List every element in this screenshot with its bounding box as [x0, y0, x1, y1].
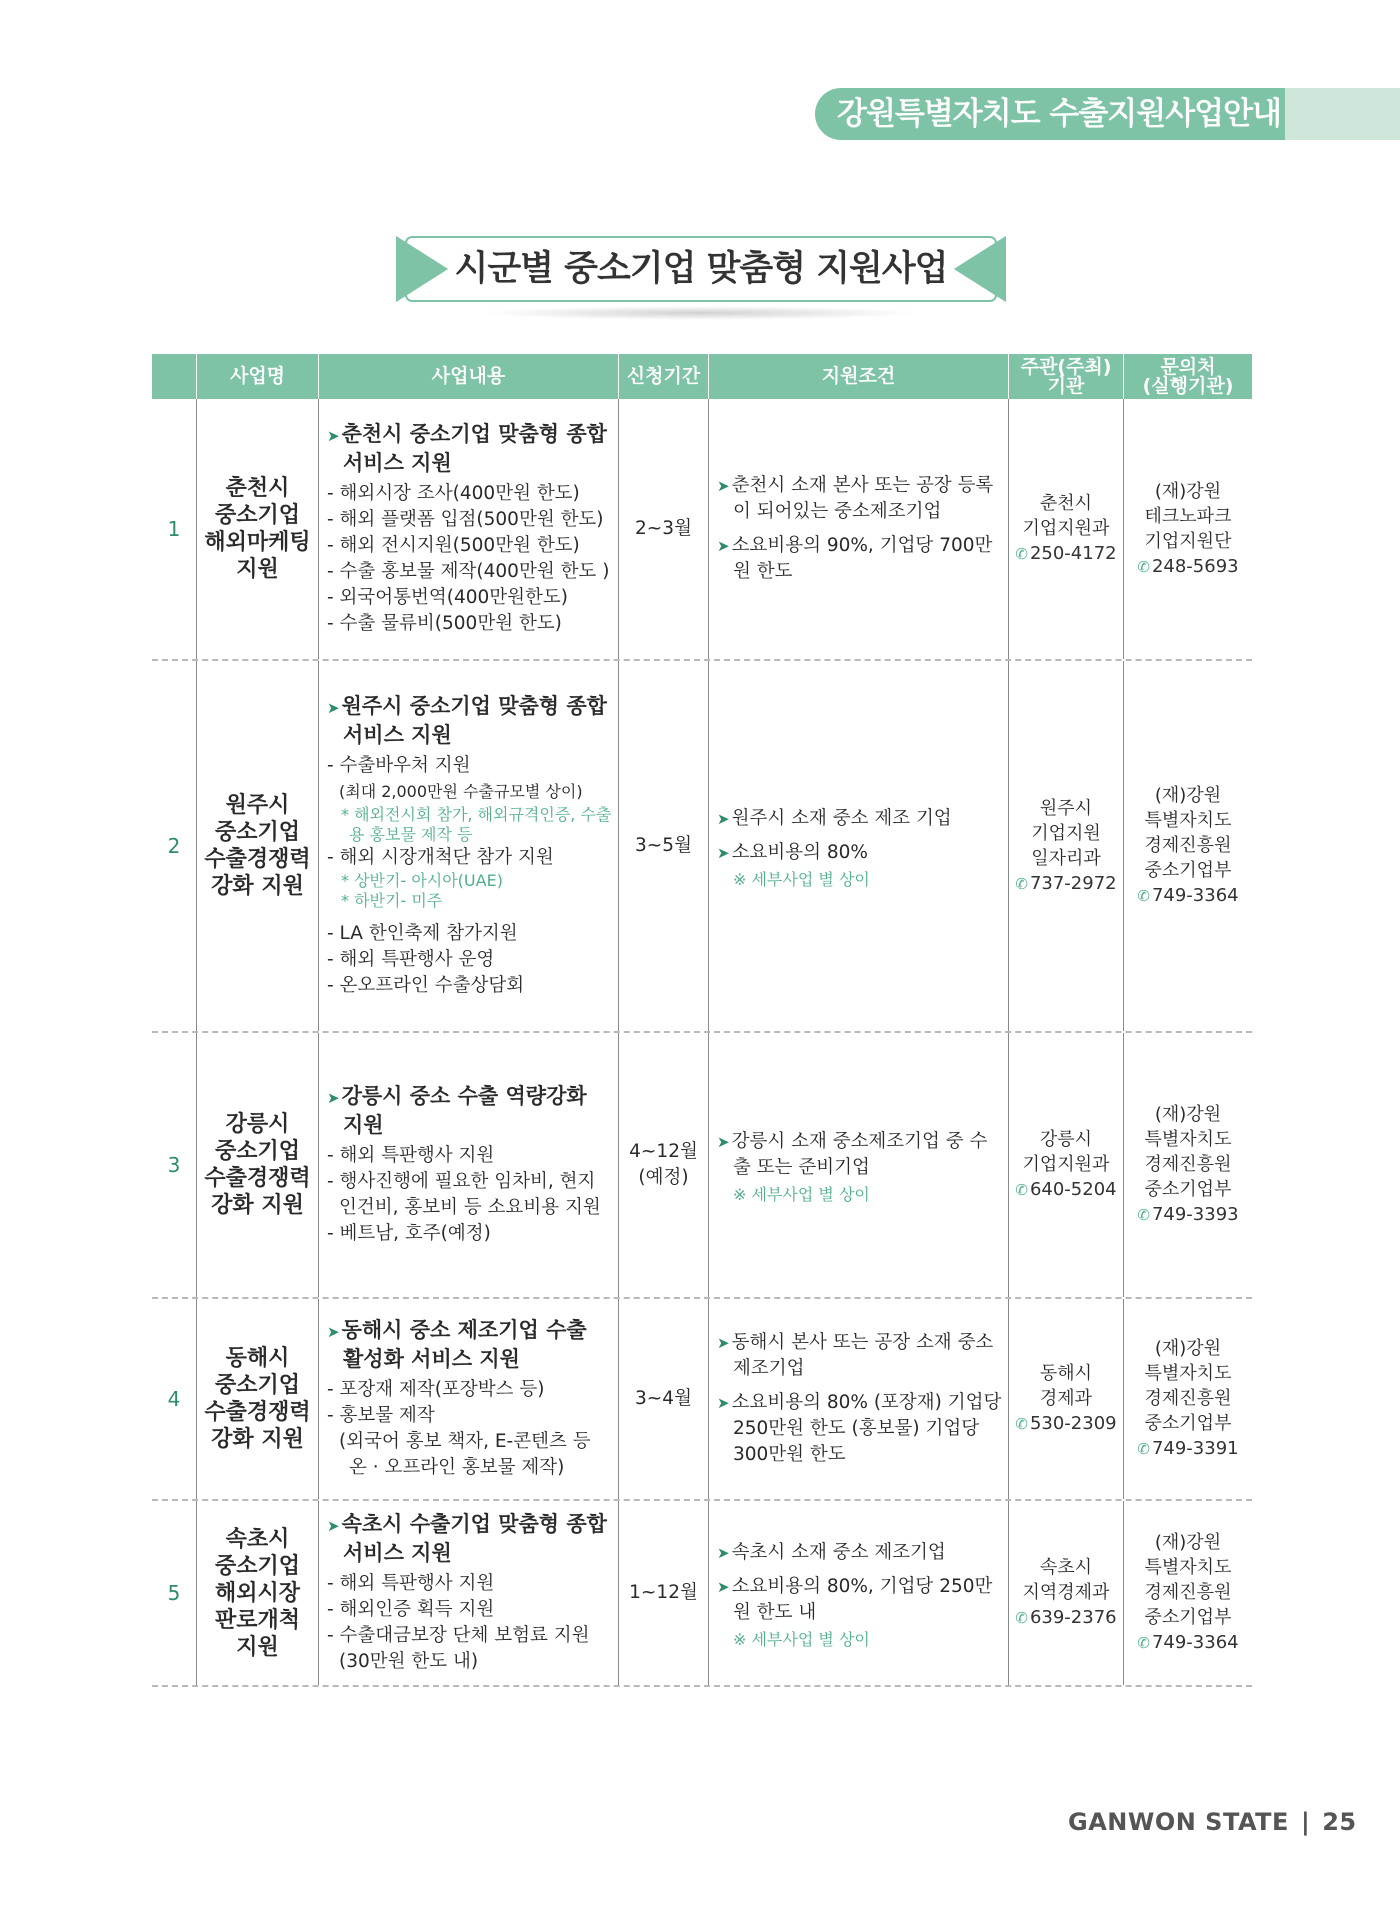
content-item: - 포장재 제작(포장박스 등) [327, 1379, 545, 1400]
support-conditions [709, 661, 1009, 1031]
row-number: 5 [152, 1501, 197, 1685]
triangle-arrow-icon: ➤ [717, 1394, 730, 1412]
host-name: 원주시 기업지원 일자리과 [1031, 797, 1101, 869]
triangle-arrow-icon: ➤ [717, 1578, 730, 1596]
host-organization [1009, 399, 1124, 659]
header-period: 신청기간 [619, 354, 709, 399]
host-name: 강릉시 기업지원과 [1022, 1129, 1110, 1175]
host-phone-number: 639-2376 [1029, 1607, 1117, 1628]
content-item: (최대 2,000만원 수출규모별 상이) [339, 782, 583, 801]
phone-icon: ✆ [1015, 545, 1028, 563]
content-item: - 수출 물류비(500만원 한도) [327, 613, 562, 634]
condition-item [717, 473, 1002, 525]
content-item: - 해외 전시지원(500만원 한도) [327, 535, 580, 556]
support-conditions [709, 1033, 1009, 1297]
header-contact: 문의처 (실행기관) [1142, 355, 1234, 397]
triangle-arrow-icon: ➤ [327, 1089, 340, 1107]
host-name: 속초시 지역경제과 [1022, 1557, 1110, 1603]
application-period: 3~5월 [619, 661, 709, 1031]
condition-text: 소요비용의 80%, 기업당 250만원 한도 내 [731, 1576, 993, 1623]
content-title [327, 1317, 612, 1373]
program-content [319, 1033, 619, 1297]
contact-phone-number: 749-3364 [1151, 1632, 1239, 1653]
section-title: 시군별 중소기업 맞춤형 지원사업 [454, 249, 948, 289]
content-item: - 해외 특판행사 지원 [327, 1573, 495, 1594]
condition-item [717, 1330, 1002, 1382]
content-item: - 온오프라인 수출상담회 [327, 975, 525, 996]
table-row [152, 399, 1252, 661]
contact-organization [1124, 1501, 1252, 1685]
contact-phone [1137, 883, 1238, 909]
program-content [319, 399, 619, 659]
content-title-text: 동해시 중소 제조기업 수출 활성화 서비스 지원 [341, 1318, 587, 1371]
condition-item [717, 1390, 1002, 1468]
phone-icon: ✆ [1137, 557, 1150, 576]
section-banner [396, 236, 1006, 302]
triangle-arrow-icon: ➤ [717, 1334, 730, 1352]
contact-organization [1124, 661, 1252, 1031]
phone-icon: ✆ [1137, 887, 1150, 905]
program-name: 동해시 중소기업 수출경쟁력 강화 지원 [197, 1299, 319, 1499]
host-name: 춘천시 기업지원과 [1022, 493, 1110, 539]
triangle-arrow-icon: ➤ [717, 844, 730, 862]
content-title-text: 속초시 수출기업 맞춤형 종합 서비스 지원 [341, 1512, 607, 1565]
condition-item [717, 840, 1002, 866]
phone-icon: ✆ [1015, 1181, 1028, 1199]
host-phone [1015, 1605, 1116, 1631]
contact-phone [1137, 554, 1238, 580]
content-title-text: 춘천시 중소기업 맞춤형 종합 서비스 지원 [341, 422, 607, 475]
contact-phone [1137, 1436, 1238, 1462]
content-item: - 해외인증 획득 지원 [327, 1599, 495, 1620]
content-note: * 해외전시회 참가, 해외규격인증, 수출용 홍보물 제작 등 [341, 805, 612, 844]
contact-name: (재)강원 특별자치도 경제진흥원 중소기업부 [1144, 1104, 1232, 1200]
condition-text: 소요비용의 80% (포장재) 기업당 250만원 한도 (홍보물) 기업당 300만원 한도 [731, 1392, 1002, 1465]
table-body [152, 399, 1252, 1687]
header-tab: 강원특별자치도 수출지원사업안내 [815, 88, 1285, 140]
content-title [327, 1083, 612, 1139]
host-phone [1015, 871, 1116, 897]
host-phone [1015, 1177, 1116, 1203]
content-item: - 해외 시장개척단 참가 지원 [327, 847, 554, 868]
condition-item [717, 533, 1002, 585]
footer-separator: | [1300, 1808, 1311, 1836]
header-no [152, 354, 197, 399]
condition-note: ※ 세부사업 별 상이 [733, 1630, 870, 1649]
table-row [152, 661, 1252, 1033]
content-item: - 해외 특판행사 지원 [327, 1145, 495, 1166]
spacer [327, 911, 612, 921]
host-phone-number: 530-2309 [1029, 1413, 1117, 1434]
content-item: - LA 한인축제 참가지원 [327, 923, 518, 944]
contact-phone-number: 749-3393 [1151, 1204, 1239, 1225]
content-item: - 행사진행에 필요한 임차비, 현지 인건비, 홍보비 등 소요비용 지원 [327, 1171, 601, 1218]
footer-brand: GANWON STATE [1068, 1808, 1289, 1836]
application-period: 2~3월 [619, 399, 709, 659]
condition-text: 춘천시 소재 본사 또는 공장 등록이 되어있는 중소제조기업 [731, 475, 994, 522]
condition-item [717, 1540, 1002, 1566]
program-content [319, 1299, 619, 1499]
program-content [319, 661, 619, 1031]
content-title-text: 강릉시 중소 수출 역량강화 지원 [341, 1084, 587, 1137]
header-name: 사업명 [197, 354, 319, 399]
phone-icon: ✆ [1137, 1634, 1150, 1652]
host-phone [1015, 541, 1116, 567]
condition-item [717, 1574, 1002, 1626]
phone-icon: ✆ [1137, 1206, 1150, 1224]
host-name: 동해시 경제과 [1039, 1363, 1093, 1409]
phone-icon: ✆ [1015, 874, 1028, 893]
program-name: 강릉시 중소기업 수출경쟁력 강화 지원 [197, 1033, 319, 1297]
page-number: 25 [1322, 1808, 1357, 1836]
condition-item [717, 806, 1002, 832]
host-organization [1009, 1501, 1124, 1685]
program-name: 원주시 중소기업 수출경쟁력 강화 지원 [197, 661, 319, 1031]
row-number: 4 [152, 1299, 197, 1499]
condition-note: ※ 세부사업 별 상이 [733, 1185, 870, 1204]
host-organization [1009, 661, 1124, 1031]
program-name: 춘천시 중소기업 해외마케팅 지원 [197, 399, 319, 659]
content-note: * 상반기- 아시아(UAE) [341, 871, 503, 890]
condition-text: 소요비용의 80% [731, 842, 868, 863]
content-item: - 해외시장 조사(400만원 한도) [327, 483, 580, 504]
triangle-arrow-icon: ➤ [717, 537, 730, 555]
header-content: 사업내용 [319, 354, 619, 399]
host-phone-number: 250-4172 [1029, 543, 1117, 564]
application-period: 4~12월 (예정) [619, 1033, 709, 1297]
header-condition: 지원조건 [709, 354, 1009, 399]
triangle-arrow-icon: ➤ [717, 1133, 730, 1151]
contact-phone-number: 749-3391 [1151, 1438, 1239, 1459]
condition-item [717, 1129, 1002, 1181]
support-conditions [709, 1501, 1009, 1685]
header-tab-tail-bar [1285, 88, 1400, 140]
condition-text: 속초시 소재 중소 제조기업 [731, 1542, 946, 1563]
host-organization [1009, 1299, 1124, 1499]
triangle-arrow-icon: ➤ [717, 477, 730, 495]
content-item: - 수출대금보장 단체 보험료 지원 (30만원 한도 내) [327, 1625, 590, 1672]
program-content [319, 1501, 619, 1685]
triangle-arrow-icon: ➤ [327, 699, 340, 717]
application-period: 3~4월 [619, 1299, 709, 1499]
contact-organization [1124, 399, 1252, 659]
content-title [327, 693, 612, 749]
condition-text: 원주시 소재 중소 제조 기업 [731, 808, 952, 829]
content-item: - 홍보물 제작 [327, 1405, 435, 1426]
support-table [152, 354, 1252, 1687]
content-item: - 수출 홍보물 제작(400만원 한도 ) [327, 561, 610, 582]
program-name: 속초시 중소기업 해외시장 판로개척 지원 [197, 1501, 319, 1685]
contact-name: (재)강원 테크노파크 기업지원단 [1144, 480, 1232, 552]
contact-phone-number: 749-3364 [1151, 885, 1239, 906]
content-note: * 하반기- 미주 [341, 891, 443, 910]
table-row [152, 1033, 1252, 1299]
row-number: 3 [152, 1033, 197, 1297]
phone-icon: ✆ [1015, 1415, 1028, 1433]
host-organization [1009, 1033, 1124, 1297]
host-phone [1015, 1411, 1116, 1437]
triangle-arrow-icon: ➤ [327, 427, 340, 445]
phone-icon: ✆ [1015, 1609, 1028, 1627]
page-footer [1068, 1808, 1357, 1836]
row-number: 1 [152, 399, 197, 659]
host-phone-number: 737-2972 [1029, 872, 1117, 894]
header-host: 주관(주최) 기관 [1009, 354, 1124, 399]
triangle-arrow-icon: ➤ [327, 1517, 340, 1535]
contact-phone [1137, 1202, 1238, 1228]
contact-name: (재)강원 특별자치도 경제진흥원 중소기업부 [1144, 785, 1232, 881]
contact-phone [1137, 1630, 1238, 1656]
host-phone-number: 640-5204 [1029, 1179, 1117, 1200]
content-item: - 외국어통번역(400만원한도) [327, 587, 569, 608]
content-item: - 해외 특판행사 운영 [327, 949, 495, 970]
table-header [152, 354, 1252, 399]
contact-organization [1124, 1299, 1252, 1499]
triangle-arrow-icon: ➤ [717, 1544, 730, 1562]
content-item: (외국어 홍보 책자, E-콘텐츠 등 온 · 오프라인 홍보물 제작) [339, 1431, 591, 1478]
content-title [327, 1511, 612, 1567]
condition-text: 동해시 본사 또는 공장 소재 중소 제조기업 [731, 1332, 994, 1379]
condition-text: 강릉시 소재 중소제조기업 중 수출 또는 준비기업 [731, 1131, 988, 1178]
support-conditions [709, 1299, 1009, 1499]
support-conditions [709, 399, 1009, 659]
contact-name: (재)강원 특별자치도 경제진흥원 중소기업부 [1144, 1338, 1232, 1434]
triangle-arrow-icon: ➤ [327, 1323, 340, 1341]
triangle-arrow-icon: ➤ [717, 810, 730, 828]
content-item: - 해외 플랫폼 입점(500만원 한도) [327, 509, 604, 530]
condition-text: 소요비용의 90%, 기업당 700만원 한도 [731, 535, 993, 582]
application-period: 1~12월 [619, 1501, 709, 1685]
content-item: - 수출바우처 지원 [327, 755, 471, 776]
banner-shadow [480, 306, 920, 320]
contact-phone-number: 248-5693 [1151, 555, 1239, 577]
phone-icon: ✆ [1137, 1440, 1150, 1458]
row-number: 2 [152, 661, 197, 1031]
content-item: - 베트남, 호주(예정) [327, 1223, 491, 1244]
table-row [152, 1299, 1252, 1501]
contact-organization [1124, 1033, 1252, 1297]
contact-name: (재)강원 특별자치도 경제진흥원 중소기업부 [1144, 1532, 1232, 1628]
content-title-text: 원주시 중소기업 맞춤형 종합 서비스 지원 [341, 694, 607, 747]
condition-note: ※ 세부사업 별 상이 [733, 870, 870, 889]
table-row [152, 1501, 1252, 1687]
content-title [327, 421, 612, 477]
